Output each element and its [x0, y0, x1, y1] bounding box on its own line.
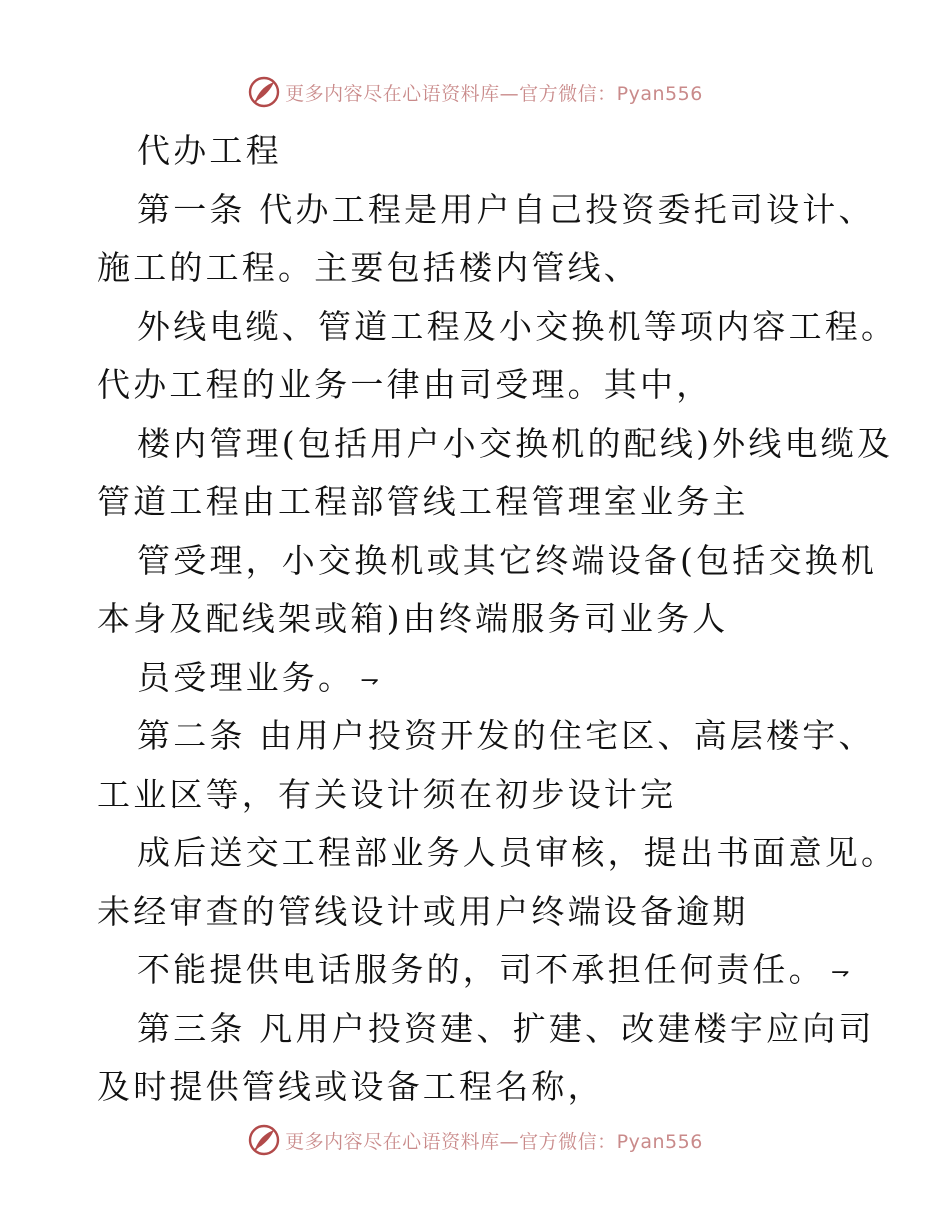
- text-line: [97, 941, 857, 1000]
- header-watermark: [0, 72, 950, 112]
- wechat-id: Pyan556: [616, 1130, 703, 1153]
- line-text: 第三条 凡用户投资建、扩建、改建楼宇应向司: [137, 1008, 875, 1048]
- watermark-text: 更多内容尽在心语资料库—官方微信：Pyan556: [285, 82, 703, 105]
- text-line: [97, 473, 857, 532]
- line-text: 代办工程: [137, 131, 282, 170]
- line-text: 施工的工程。主要包括楼内管线、: [97, 248, 640, 287]
- line-text: 代办工程的业务一律由司受理。其中，: [97, 365, 713, 404]
- line-text: 及时提供管线或设备工程名称，: [97, 1067, 604, 1106]
- text-line: [97, 766, 857, 825]
- text-line: [97, 1000, 875, 1059]
- text-line: [97, 590, 857, 649]
- line-text: 本身及配线架或箱)由终端服务司业务人: [97, 599, 729, 638]
- text-line: [97, 707, 875, 766]
- line-text: 管受理，小交换机或其它终端设备(包括交换机: [137, 540, 878, 580]
- line-text: 未经审查的管线设计或用户终端设备逾期: [97, 891, 749, 931]
- line-text: 工业区等，有关设计须在初步设计完: [97, 774, 677, 814]
- text-line: [97, 824, 898, 883]
- text-line: [97, 298, 898, 357]
- line-text: 管道工程由工程部管线工程管理室业务主: [97, 482, 749, 521]
- watermark-text: 更多内容尽在心语资料库—官方微信：Pyan556: [285, 1130, 703, 1153]
- line-text: 成后送交工程部业务人员审核，提出书面意见。: [137, 833, 898, 872]
- text-line: [97, 532, 878, 591]
- quill-logo-icon: [247, 75, 281, 109]
- line-text: 外线电缆、管道工程及小交换机等项内容工程。: [137, 306, 898, 346]
- document-body: [97, 122, 898, 1117]
- text-line: [97, 649, 857, 708]
- quill-logo-icon: [247, 1123, 281, 1157]
- text-line: [97, 181, 875, 240]
- text-line: [97, 122, 857, 181]
- line-text: 第二条 由用户投资开发的住宅区、高层楼宇、: [137, 716, 875, 755]
- wechat-id: Pyan556: [616, 82, 703, 105]
- line-end-mark: ⇁: [360, 667, 379, 693]
- text-line: [97, 356, 857, 415]
- footer-watermark: [0, 1120, 950, 1160]
- line-text: 员受理业务。: [137, 657, 355, 697]
- line-text: 不能提供电话服务的，司不承担任何责任。: [137, 950, 825, 989]
- line-end-mark: ⇁: [830, 960, 850, 985]
- line-text: 楼内管理(包括用户小交换机的配线)外线电缆及: [137, 423, 894, 463]
- text-line: [97, 883, 857, 942]
- text-line: [97, 415, 894, 474]
- text-line: [97, 239, 857, 298]
- text-line: [97, 1058, 857, 1117]
- line-text: 第一条 代办工程是用户自己投资委托司设计、: [137, 189, 875, 229]
